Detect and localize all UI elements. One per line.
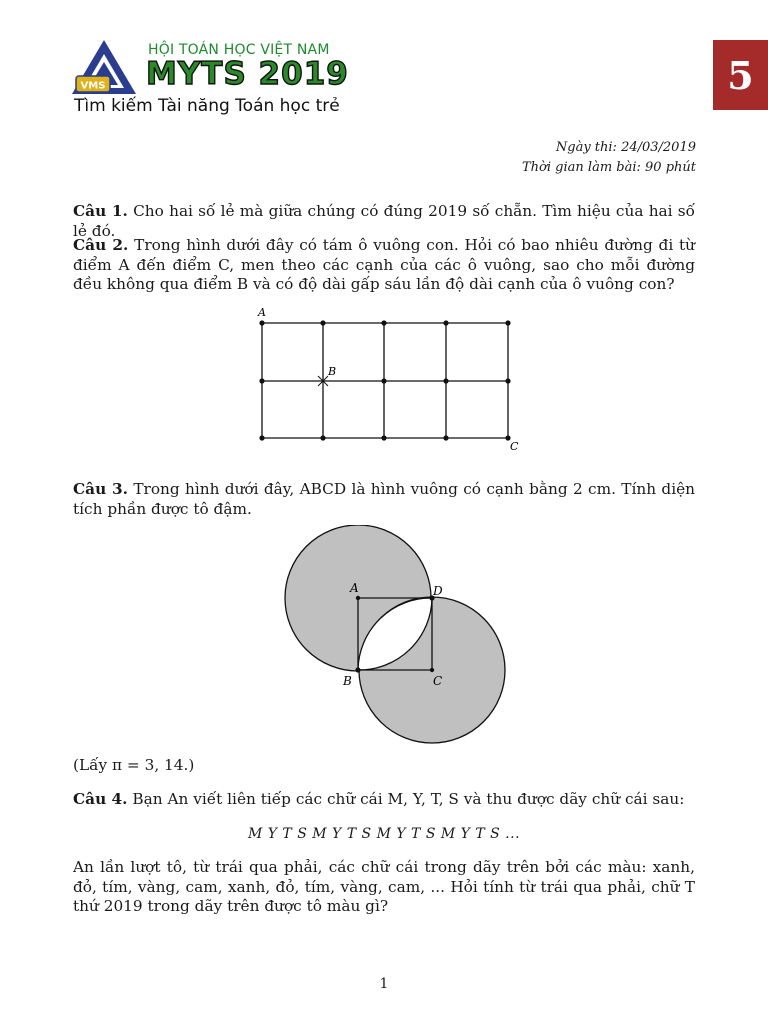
svg-text:VMS: VMS bbox=[80, 80, 106, 92]
point-a-label: A bbox=[258, 306, 266, 319]
letter-sequence: M Y T S M Y T S M Y T S M Y T S ... bbox=[247, 826, 521, 842]
question-text: Trong hình dưới đây, ABCD là hình vuông có cạnh bằng 2 cm. Tính diện tích phần được tô đậm. bbox=[73, 480, 695, 518]
question-text: Cho hai số lẻ mà giữa chúng có đúng 2019 số chẵn. Tìm hiệu của hai số lẻ đó. bbox=[73, 202, 695, 240]
grid-figure bbox=[250, 304, 530, 454]
page-number: 1 bbox=[379, 976, 389, 992]
vertex-a-label: A bbox=[350, 581, 359, 595]
point-c-label: C bbox=[510, 440, 519, 453]
question-2 bbox=[73, 236, 695, 295]
circles-figure bbox=[270, 525, 520, 750]
question-label: Câu 4. bbox=[73, 790, 128, 808]
point-b-label: B bbox=[328, 365, 337, 378]
question-label: Câu 3. bbox=[73, 480, 128, 498]
question-label: Câu 2. bbox=[73, 236, 129, 254]
question-3 bbox=[73, 480, 695, 519]
vertex-c-label: C bbox=[433, 674, 443, 688]
vertex-d-label: D bbox=[433, 584, 443, 598]
exam-date: Ngày thi: 24/03/2019 bbox=[555, 140, 696, 155]
vertex-b-label: B bbox=[343, 674, 352, 688]
question-text: Trong hình dưới đây có tám ô vuông con. Hỏi có bao nhiêu đường đi từ điểm A đến điểm C, men theo các cạnh của các ô vuông, sao cho mỗi đường đều không qua điểm B và có độ dài gấp sáu lần độ dài cạnh của ô vuông con? bbox=[73, 236, 695, 293]
question-4 bbox=[73, 790, 695, 810]
exam-duration: Thời gian làm bài: 90 phút bbox=[522, 160, 696, 175]
brand-title: MYTS 2019 bbox=[146, 56, 349, 92]
question-4-continuation: An lần lượt tô, từ trái qua phải, các chữ cái trong dãy trên bởi các màu: xanh, đỏ, tím, vàng, cam, xanh, đỏ, tím, vàng, cam, ... Hỏi tính từ trái qua phải, chữ T thứ 2019 trong dãy trên được tô màu gì? bbox=[73, 858, 695, 915]
question-label: Câu 1. bbox=[73, 202, 128, 220]
vms-logo bbox=[70, 38, 138, 96]
organization-name: HỘI TOÁN HỌC VIỆT NAM bbox=[148, 42, 330, 58]
level-badge: 5 bbox=[713, 40, 768, 110]
tagline: Tìm kiếm Tài năng Toán học trẻ bbox=[74, 96, 340, 116]
pi-note: (Lấy π = 3, 14.) bbox=[73, 756, 195, 774]
question-text: Bạn An viết liên tiếp các chữ cái M, Y, T, S và thu được dãy chữ cái sau: bbox=[127, 790, 685, 808]
